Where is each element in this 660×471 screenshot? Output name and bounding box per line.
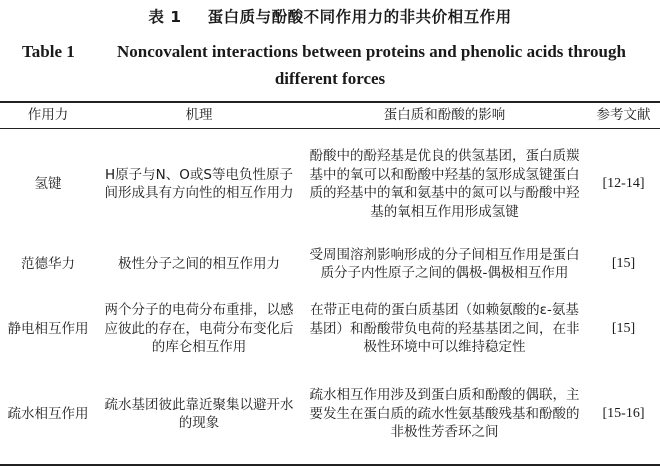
force-cell: 静电相互作用 xyxy=(7,320,89,337)
table-row xyxy=(0,294,660,364)
table-header-rule xyxy=(0,128,660,129)
table-header-row xyxy=(0,103,660,128)
mechanism-cell: H原子与N、O或S等电负性原子间形成具有方向性的相互作用力 xyxy=(104,166,294,201)
table-caption-en xyxy=(0,38,660,92)
force-cell: 范德华力 xyxy=(21,255,75,272)
table-row xyxy=(0,134,660,234)
force-cell: 氢键 xyxy=(34,175,62,192)
table-number-en: Table 1 xyxy=(22,42,75,61)
reference-cell: [15] xyxy=(611,255,636,271)
mechanism-cell: 疏水基团彼此靠近聚集以避开水的现象 xyxy=(104,396,294,431)
table-row xyxy=(0,372,660,456)
header-force: 作用力 xyxy=(27,107,69,124)
force-cell: 疏水相互作用 xyxy=(7,405,89,422)
effect-cell: 在带正电荷的蛋白质基团（如赖氨酸的ε-氨基基团）和酚酸带负电荷的羟基基团之间，在非极性环境中可以维持稳定性 xyxy=(309,302,580,356)
table-bottom-rule xyxy=(0,464,660,466)
reference-cell: [15-16] xyxy=(602,405,645,421)
effect-cell: 疏水相互作用涉及到蛋白质和酚酸的偶联，主要发生在蛋白质的疏水性氨基酸残基和酚酸的非极性芳香环之间 xyxy=(309,387,580,441)
table-title-en-line2: different forces xyxy=(274,69,386,88)
mechanism-cell: 极性分子之间的相互作用力 xyxy=(118,255,280,272)
effect-cell: 酚酸中的酚羟基是优良的供氢基团，蛋白质羰基中的氧可以和酚酸中羟基的氢形成氢键蛋白质的羟基中的氧和氨基中的氮可以与酚酸中羟基的氧相互作用形成氢键 xyxy=(309,148,580,220)
table-title-en-line1: Noncovalent interactions between proteins and phenolic acids through xyxy=(117,42,626,61)
reference-cell: [15] xyxy=(611,320,636,336)
header-mechanism: 机理 xyxy=(185,107,213,124)
header-reference: 参考文献 xyxy=(596,107,651,124)
mechanism-cell: 两个分子的电荷分布重排，以感应彼此的存在，电荷分布变化后的库仑相互作用 xyxy=(104,302,294,356)
table-caption-en-line1 xyxy=(0,38,660,65)
table-row xyxy=(0,240,660,288)
effect-cell: 受周围溶剂影响形成的分子间相互作用是蛋白质分子内性原子之间的偶极-偶极相互作用 xyxy=(309,246,580,281)
reference-cell: [12-14] xyxy=(602,175,645,191)
table-title-cn: 蛋白质与酚酸不同作用力的非共价相互作用 xyxy=(207,8,512,26)
table-number-cn: 表 1 xyxy=(148,8,182,26)
table-caption-cn xyxy=(0,6,660,28)
header-effect: 蛋白质和酚酸的影响 xyxy=(383,107,506,124)
